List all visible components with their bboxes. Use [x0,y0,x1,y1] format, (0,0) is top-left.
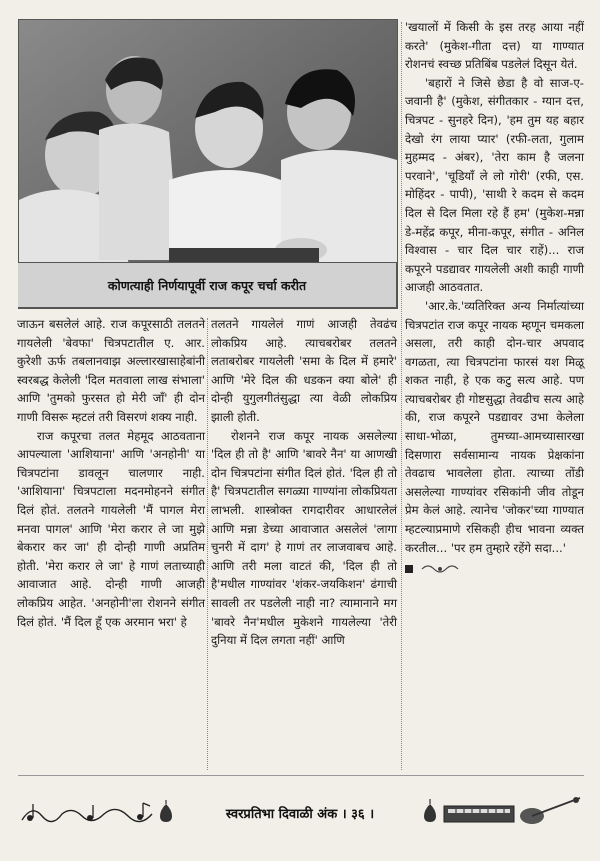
column-3 [405,18,584,578]
paragraph: 'बहारों ने जिसे छेडा है वो साज-ए-जवानी है' (मुकेश, संगीतकार - ग्यान दत्त, चित्रपट - सुनहरे दिन), 'हम तुम यह बहार देखो रंग लाया प्यार' (रफी-लता, गुलाम मुहम्मद - अंबर), 'तेरा काम है जलना परवाने', 'चूडियाँ ले लो गोरी' (रफी, एस. मोहिंदर - पापी), 'साथी रे कदम से कदम दिल से दिल मिला रहे हैं हम' (मुकेश-मन्ना डे-महेंद्र कपूर, मीना-कपूर, संगीत - अनिल विश्वास - चार दिल चार राहें)... राज कपूरने पडद्यावर गायलेली अशी काही गाणी आजही आठवतात. [405,75,584,295]
column-2 [211,315,397,650]
end-square-icon [405,565,413,573]
column-divider [207,318,208,770]
column-divider [401,22,402,770]
column-1 [17,315,205,631]
footer-text: स्वरप्रतिभा दिवाळी अंक । ३६ । [225,807,375,822]
paragraph: राज कपूरचा तलत मेहमूद आठवताना आपल्याला 'आशियाना' आणि 'अनहोनी' या चित्रपटांना डावलून चालणार नाही. 'आशियाना' चित्रपटाला मदनमोहनने संगीत दिलं होतं. तलतने गायलेली 'मैं पागल मेरा मनवा पागल' आणि 'मेरा करार ले जा मुझे बेकरार कर जा' ही दोन्ही गाणी अप्रतिम होती. 'मेरा करार ले जा' हे गाणं लताच्याही आवाजात आहे. दोन्ही गाणी आजही लोकप्रिय आहेत. 'अनहोनी'ला रोशनने संगीत दिलं होतं. 'मैं दिल हूँ एक अरमान भरा' हे [17,428,205,629]
paragraph: रोशनने राज कपूर नायक असलेल्या 'दिल ही तो है' आणि 'बावरे नैन' या आणखी दोन चित्रपटांना संगीत दिलं होतं. 'दिल ही तो है' चित्रपटातील सगळ्या गाण्यांना लोकप्रियता लाभली. शास्त्रोक्त रागदारीवर आधारलेलं आणि मन्ना डेच्या आवाजात असलेलं 'लागा चुनरी में दाग' हे गाणं तर लाजवाबच आहे. आणि तरी मला वाटतं की, 'दिल ही तो है'मधील गाण्यांवर 'शंकर-जयकिशन' ढंगाची सावली तर पडलेली नाही ना? त्यामानाने मग 'बावरे नैन'मधील मुकेशने गायलेल्या 'तेरी दुनिया में दिल लगता नहीं' आणि [211,428,397,648]
footer-rule [18,775,584,776]
footer [0,790,600,830]
paragraph: जाऊन बसलेलं आहे. राज कपूरसाठी तलतने गायलेली 'बेवफा' चित्रपटातील ए. आर. कुरेशी ऊर्फ तबलानवाझ अल्लारखासाहेबांनी स्वरबद्ध केलेली 'दिल मतवाला लाख संभाला' आणि 'तुमको फुरसत हो मेरी जाँ' ही दोन गाणी विसरू म्हटलं तरी विसरणं शक्य नाही. [17,317,205,424]
end-mark [405,559,584,578]
music-notes-ornament-icon [20,798,180,826]
flourish-icon [420,563,460,575]
paragraph: तलतने गायलेलं गाणं आजही तेवढंच लोकप्रिय आहे. त्याचबरोबर तलतने लताबरोबर गायलेली 'समा के दिल में हमारे' आणि 'मेरे दिल की धडकन क्या बोले' ही दोन्ही युगुलगीतंसुद्धा त्या वेळी लोकप्रिय झाली होती. [211,317,397,424]
photo-caption: कोणत्याही निर्णयापूर्वी राज कपूर चर्चा करीत [18,263,396,307]
paragraph: 'खयालों में किसी के इस तरह आया नहीं करते' (मुकेश-गीता दत्त) या गाण्यात रोशनचं स्वच्छ प्रतिबिंब पडलेलं दिसून येतं. [405,20,584,72]
instruments-ornament-icon [420,794,585,826]
paragraph: 'आर.के.'व्यतिरिक्त अन्य निर्मात्यांच्या चित्रपटांत राज कपूर नायक म्हणून चमकला असला, तरी काही दोन-चार अपवाद वगळता, त्या चित्रपटांना फारसं यश मिळू शकत नाही, हे एक कटु सत्य आहे. पण त्याचबरोबर ही गोष्टसुद्धा तेवढीच सत्य आहे की, राज कपूरने पडद्यावर उभा केलेला साधा-भोळा, तुमच्या-आमच्यासारखा दिसणारा सर्वसामान्य नायक प्रेक्षकांना तेवढाच भावलेला होता. त्याच्या तोंडी असलेल्या गाण्यांवर रसिकांनी जीव तोडून प्रेम केलं आहे. त्यानेच 'जोकर'च्या गाण्यात म्हटल्याप्रमाणे रसिकही हीच भावना व्यक्त करतील... 'पर हम तुम्हारे रहेंगे सदा...' [405,298,584,555]
